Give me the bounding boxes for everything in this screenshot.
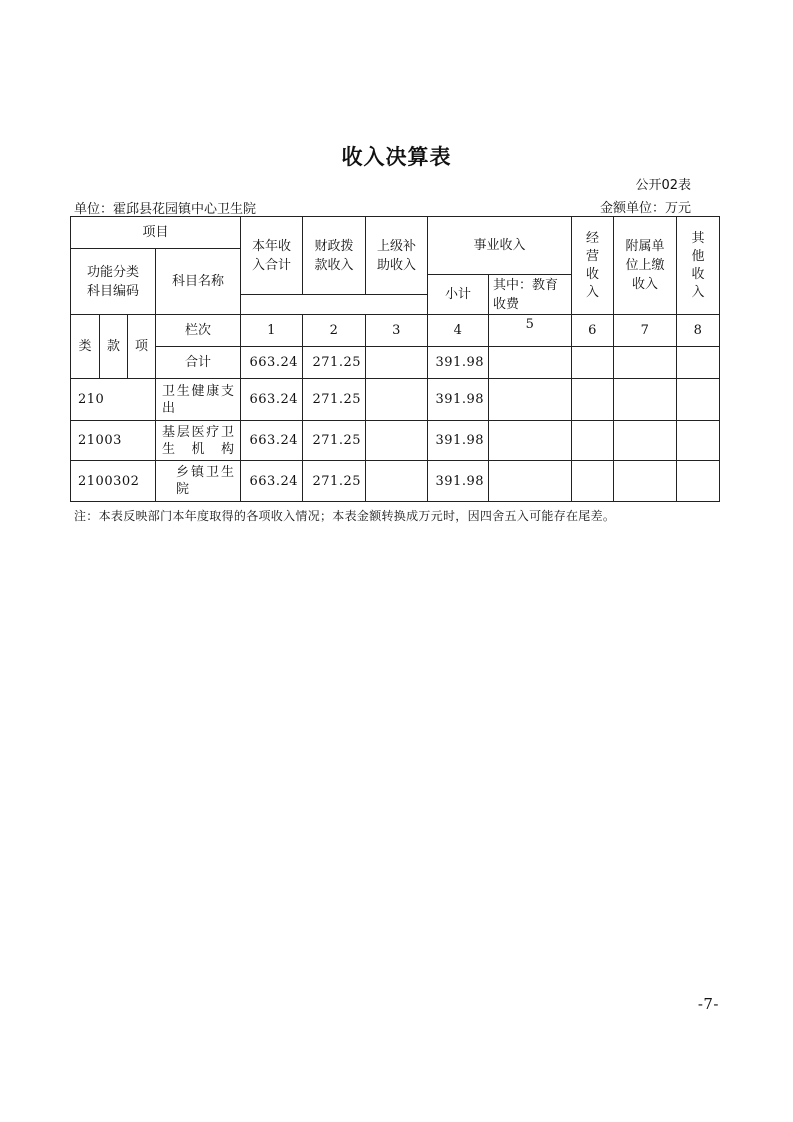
- edu-cell: [489, 421, 572, 461]
- col-num: 1: [241, 315, 303, 347]
- col-num: 3: [366, 315, 428, 347]
- subtotal-cell: 391.98: [428, 379, 489, 421]
- total-label: 合计: [156, 347, 241, 379]
- unit-label: 单位：霍邱县花园镇中心卫生院: [74, 202, 257, 217]
- total-cell: 663.24: [241, 421, 303, 461]
- table-note: 注：本表反映部门本年度取得的各项收入情况；本表金额转换成万元时，因四舍五入可能存在尾差。: [74, 509, 616, 523]
- col-num: 4: [428, 315, 489, 347]
- header-business: 事业收入: [428, 217, 572, 275]
- table-row: [71, 461, 720, 502]
- form-code: 公开02表: [635, 178, 691, 193]
- col-num: 2: [303, 315, 366, 347]
- col-num: 5: [489, 315, 572, 347]
- header-lanci: 栏次: [156, 315, 241, 347]
- affiliated-cell: [614, 379, 677, 421]
- page-title: 收入决算表: [341, 145, 452, 169]
- fiscal-cell: 271.25: [303, 379, 366, 421]
- affiliated-cell: [614, 421, 677, 461]
- header-superior: 上级补助收入: [366, 217, 428, 295]
- header-fiscal: 财政拨款收入: [303, 217, 366, 295]
- fiscal-cell: 271.25: [303, 347, 366, 379]
- name-cell: 乡镇卫生院: [156, 461, 241, 502]
- fiscal-cell: 271.25: [303, 461, 366, 502]
- header-item: 项目: [71, 217, 241, 249]
- affiliated-cell: [614, 347, 677, 379]
- other-cell: [677, 347, 720, 379]
- superior-cell: [366, 421, 428, 461]
- header-kuan: 款: [100, 315, 128, 379]
- total-cell: 663.24: [241, 379, 303, 421]
- income-table: [70, 216, 720, 502]
- header-edu-fee: 其中：教育收费: [489, 275, 572, 315]
- edu-cell: [489, 461, 572, 502]
- operating-cell: [572, 347, 614, 379]
- table-row: [71, 421, 720, 461]
- code-cell: 2100302: [71, 461, 156, 502]
- superior-cell: [366, 461, 428, 502]
- other-cell: [677, 379, 720, 421]
- subtotal-cell: 391.98: [428, 421, 489, 461]
- header-func-code: 功能分类科目编码: [71, 249, 156, 315]
- total-cell: 663.24: [241, 461, 303, 502]
- other-cell: [677, 461, 720, 502]
- header-subtotal: 小计: [428, 275, 489, 315]
- affiliated-cell: [614, 461, 677, 502]
- header-other: 其他收入: [677, 217, 720, 315]
- other-cell: [677, 421, 720, 461]
- col-num: 6: [572, 315, 614, 347]
- operating-cell: [572, 421, 614, 461]
- table-row: [71, 379, 720, 421]
- header-xiang: 项: [128, 315, 156, 379]
- operating-cell: [572, 461, 614, 502]
- total-row: [71, 347, 720, 379]
- col-num: 8: [677, 315, 720, 347]
- operating-cell: [572, 379, 614, 421]
- header-operating: 经营收入: [572, 217, 614, 315]
- superior-cell: [366, 379, 428, 421]
- total-cell: 663.24: [241, 347, 303, 379]
- subtotal-cell: 391.98: [428, 347, 489, 379]
- fiscal-cell: 271.25: [303, 421, 366, 461]
- edu-cell: [489, 347, 572, 379]
- col-num: 7: [614, 315, 677, 347]
- code-cell: 21003: [71, 421, 156, 461]
- header-affiliated: 附属单位上缴收入: [614, 217, 677, 315]
- money-unit-label: 金额单位：万元: [599, 201, 691, 216]
- code-cell: 210: [71, 379, 156, 421]
- header-lei: 类: [71, 315, 100, 379]
- header-total-income: 本年收入合计: [241, 217, 303, 295]
- edu-cell: [489, 379, 572, 421]
- superior-cell: [366, 347, 428, 379]
- header-subject-name: 科目名称: [156, 249, 241, 315]
- name-cell: 基层医疗卫生机构: [156, 421, 241, 461]
- page-number: -7-: [697, 995, 719, 1013]
- name-cell: 卫生健康支出: [156, 379, 241, 421]
- subtotal-cell: 391.98: [428, 461, 489, 502]
